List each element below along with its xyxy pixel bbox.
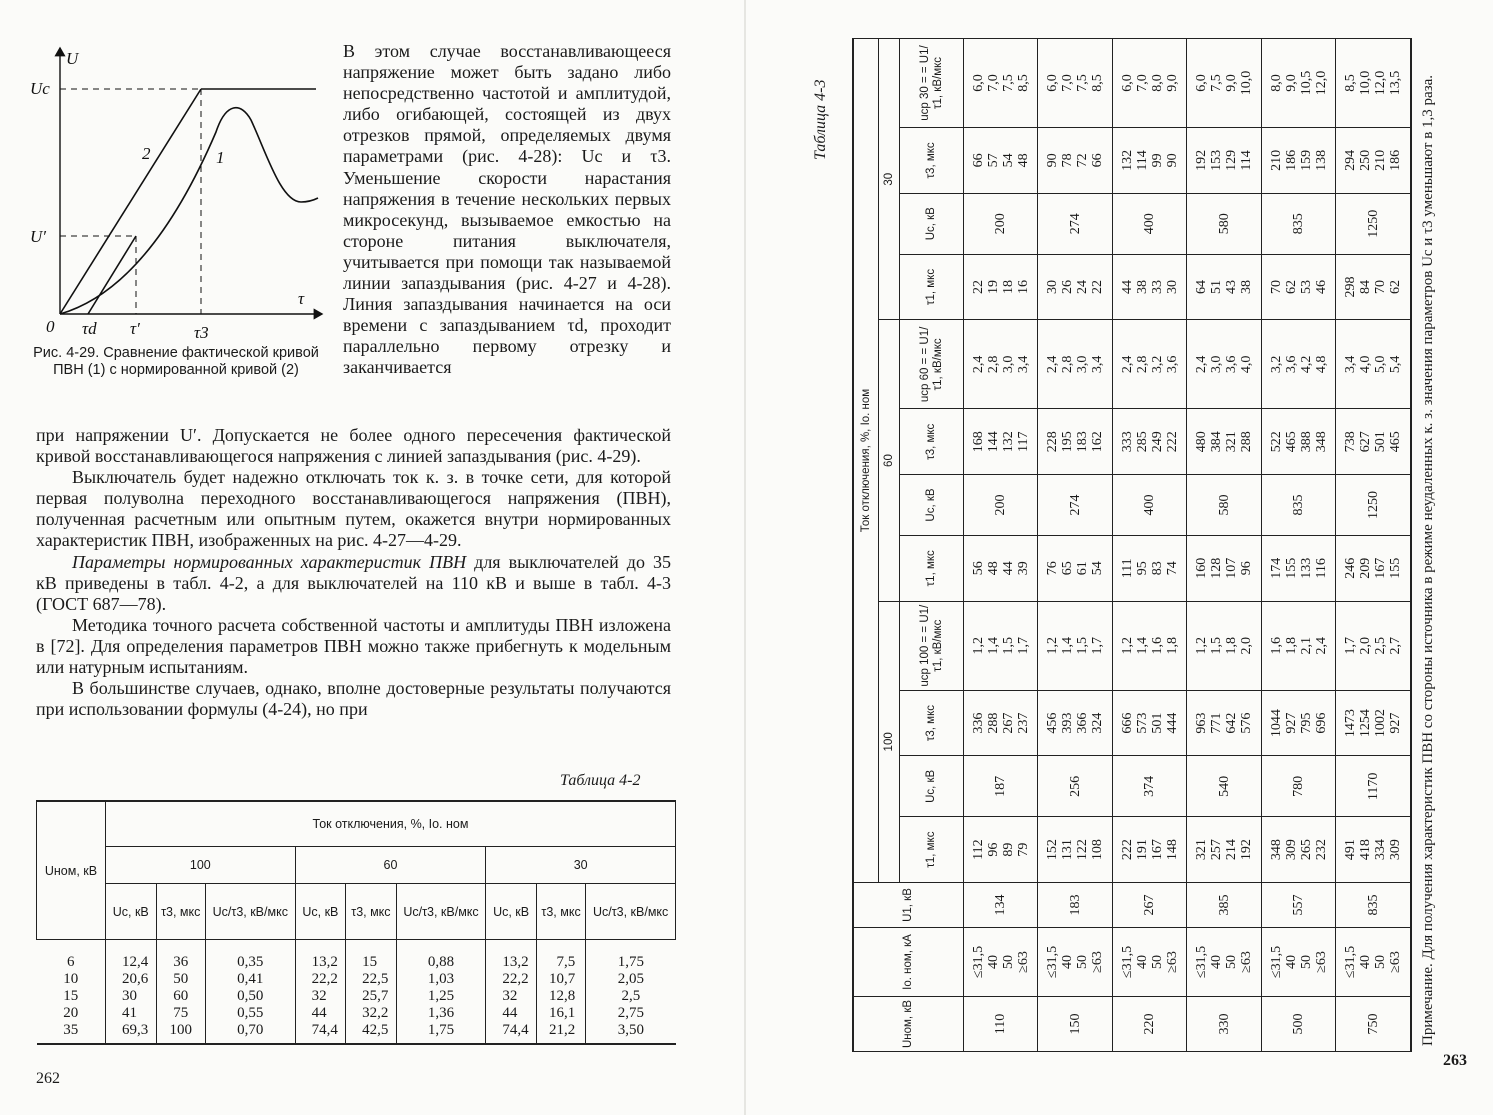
t43-cell-g60-avg: 2,4 2,8 3,0 3,4 bbox=[964, 320, 1038, 409]
t43-header-iom: Iо. ном, кА bbox=[853, 928, 964, 997]
t43-cell-iom: ≤31,5 40 50 ≥63 bbox=[1336, 928, 1411, 997]
label-tau-d: τd bbox=[82, 319, 97, 338]
t42-sub-uc: Uс, кВ bbox=[295, 884, 346, 940]
table-4-3-note-wrap bbox=[1418, 36, 1464, 1046]
t43-sub-uc: Uс, кВ bbox=[900, 475, 964, 536]
t42-sub-uc: Uс, кВ bbox=[486, 884, 537, 940]
t43-sub-avg30: uср 30 = = U1/τ1, кВ/мкс bbox=[900, 39, 964, 128]
t43-cell-g60-t1: 174 155 133 116 bbox=[1261, 535, 1335, 601]
t43-cell-g100-uc: 374 bbox=[1112, 756, 1186, 817]
t43-cell-g100-uc: 540 bbox=[1187, 756, 1261, 817]
t43-cell-g60-avg: 2,4 2,8 3,0 3,4 bbox=[1038, 320, 1112, 409]
t43-cell-unom: 330 bbox=[1187, 997, 1261, 1052]
t43-cell-g60-avg: 3,2 3,6 4,2 4,8 bbox=[1261, 320, 1335, 409]
t43-cell-g60-avg: 2,4 3,0 3,6 4,0 bbox=[1187, 320, 1261, 409]
t42-sub-t3: τ3, мкс bbox=[156, 884, 205, 940]
t43-cell-g100-avg: 1,2 1,4 1,5 1,7 bbox=[1038, 601, 1112, 690]
t42-sub-ratio: Uс/τ3, кВ/мкс bbox=[586, 884, 676, 940]
table-4-3-label-wrap bbox=[812, 42, 832, 162]
t43-cell-g30-t1: 44 38 33 30 bbox=[1112, 254, 1186, 320]
t43-cell-u1: 835 bbox=[1336, 883, 1411, 928]
t42-col-g30-ratio: 1,75 2,05 2,5 2,75 3,50 bbox=[586, 940, 676, 1044]
t43-cell-g60-t1: 246 209 167 155 bbox=[1336, 535, 1411, 601]
t43-cell-g60-t3: 333 285 249 222 bbox=[1112, 409, 1186, 475]
t42-col-g100-ratio: 0,35 0,41 0,50 0,55 0,70 bbox=[205, 940, 295, 1044]
t43-cell-g60-uc: 580 bbox=[1187, 475, 1261, 536]
t43-header-current: Ток отключения, %, Iо. ном bbox=[853, 39, 879, 883]
label-Uprime: U′ bbox=[30, 227, 46, 246]
t43-cell-g30-uc: 400 bbox=[1112, 193, 1186, 254]
t42-col-g30-uc: 13,2 22,2 32 44 74,4 bbox=[486, 940, 537, 1044]
delay-line bbox=[88, 236, 136, 314]
t43-cell-g100-avg: 1,2 1,4 1,6 1,8 bbox=[1112, 601, 1186, 690]
t43-cell-g100-uc: 780 bbox=[1261, 756, 1335, 817]
t43-group-30: 30 bbox=[879, 39, 900, 320]
label-tau-axis: τ bbox=[298, 289, 305, 308]
t42-sub-ratio: Uс/τ3, кВ/мкс bbox=[205, 884, 295, 940]
t43-header-unom: Uном, кВ bbox=[853, 997, 964, 1052]
t43-cell-g100-t1: 321 257 214 192 bbox=[1187, 817, 1261, 883]
t42-group-30: 30 bbox=[486, 847, 676, 884]
t43-cell-g60-t1: 111 95 83 74 bbox=[1112, 535, 1186, 601]
table-4-3-note: Примечание. Для получения характеристик ПВН со стороны источника в режиме неудаленных к. з. значения параметров Uс и τ3 уменьшают в 1,3 раза. bbox=[1420, 74, 1436, 1046]
t43-cell-g30-uc: 200 bbox=[964, 193, 1038, 254]
t43-body bbox=[964, 39, 1412, 1052]
t42-col-g100-uc: 12,4 20,6 30 41 69,3 bbox=[106, 940, 157, 1044]
t43-sub-t3: τ3, мкс bbox=[900, 409, 964, 475]
t43-cell-g60-uc: 200 bbox=[964, 475, 1038, 536]
t43-cell-g100-t3: 963 771 642 576 bbox=[1187, 690, 1261, 756]
t43-cell-g30-t3: 192 153 129 114 bbox=[1187, 128, 1261, 194]
t43-cell-g100-avg: 1,2 1,4 1,5 1,7 bbox=[964, 601, 1038, 690]
t42-col-g60-t3: 15 22,5 25,7 32,2 42,5 bbox=[346, 940, 397, 1044]
t43-cell-g30-t3: 90 78 72 66 bbox=[1038, 128, 1112, 194]
t43-cell-iom: ≤31,5 40 50 ≥63 bbox=[1187, 928, 1261, 997]
t43-cell-g60-t1: 56 48 44 39 bbox=[964, 535, 1038, 601]
t43-cell-g60-t1: 160 128 107 96 bbox=[1187, 535, 1261, 601]
paragraph-2: Выключатель будет надежно отключать ток к. з. в точке сети, для которой первая полуволна переходного восстанавливающегося напряжения (ПВН), полученная расчетным или опытным путем, окажется внутри нормированных характеристик ПВН, изображенных на рис. 4-27—4-29. bbox=[36, 467, 671, 551]
t43-cell-iom: ≤31,5 40 50 ≥63 bbox=[964, 928, 1038, 997]
paragraph-3-rest: для выключателей до 35 кВ приведены в табл. 4-2, а для выключателей на 110 кВ и выше в табл. 4-3 (ГОСТ 687—78). bbox=[36, 551, 671, 614]
table-row bbox=[1261, 39, 1335, 1052]
t42-sub-ratio: Uс/τ3, кВ/мкс bbox=[396, 884, 486, 940]
page-number-right: 263 bbox=[1443, 1052, 1467, 1069]
t43-cell-g100-t1: 491 418 334 309 bbox=[1336, 817, 1411, 883]
t43-cell-g30-uc: 1250 bbox=[1336, 193, 1411, 254]
paragraph-3 bbox=[36, 552, 671, 615]
t43-cell-g60-t3: 738 627 501 465 bbox=[1336, 409, 1411, 475]
t43-cell-g30-avg: 6,0 7,0 8,0 9,0 bbox=[1112, 39, 1186, 128]
t42-group-60: 60 bbox=[295, 847, 486, 884]
t43-cell-g60-t3: 228 195 183 162 bbox=[1038, 409, 1112, 475]
table-row bbox=[1336, 39, 1411, 1052]
body-paragraphs bbox=[36, 425, 671, 720]
t43-cell-g30-uc: 835 bbox=[1261, 193, 1335, 254]
t43-cell-g100-t3: 1044 927 795 696 bbox=[1261, 690, 1335, 756]
t43-cell-g100-t1: 112 96 89 79 bbox=[964, 817, 1038, 883]
label-Uc: Uc bbox=[30, 79, 50, 98]
label-tau-prime: τ′ bbox=[130, 319, 140, 338]
t42-col-g60-ratio: 0,88 1,03 1,25 1,36 1,75 bbox=[396, 940, 486, 1044]
t43-cell-g30-t3: 132 114 99 90 bbox=[1112, 128, 1186, 194]
t43-cell-g30-t1: 22 19 18 16 bbox=[964, 254, 1038, 320]
t43-cell-u1: 385 bbox=[1187, 883, 1261, 928]
label-curve-1: 1 bbox=[216, 148, 225, 167]
t42-sub-t3: τ3, мкс bbox=[536, 884, 585, 940]
t43-cell-g100-t1: 152 131 122 108 bbox=[1038, 817, 1112, 883]
t43-sub-t1: τ1, мкс bbox=[900, 254, 964, 320]
t43-cell-g30-avg: 6,0 7,5 9,0 10,0 bbox=[1187, 39, 1261, 128]
t43-cell-g100-avg: 1,6 1,8 2,1 2,4 bbox=[1261, 601, 1335, 690]
table-row bbox=[1187, 39, 1261, 1052]
page-number-left: 262 bbox=[36, 1070, 60, 1087]
curve-2-rising bbox=[60, 89, 201, 314]
table-4-3-wrap bbox=[852, 38, 1412, 1052]
paragraph-3-italic: Параметры нормированных характеристик ПВН bbox=[72, 551, 467, 572]
table-row bbox=[964, 39, 1038, 1052]
t43-cell-u1: 134 bbox=[964, 883, 1038, 928]
table-4-2 bbox=[36, 800, 676, 1045]
t43-sub-uc: Uс, кВ bbox=[900, 193, 964, 254]
t43-cell-g60-t3: 522 465 388 348 bbox=[1261, 409, 1335, 475]
figure-4-29 bbox=[26, 42, 326, 342]
t43-cell-g100-t3: 1473 1254 1002 927 bbox=[1336, 690, 1411, 756]
t43-cell-u1: 267 bbox=[1112, 883, 1186, 928]
t43-cell-unom: 220 bbox=[1112, 997, 1186, 1052]
t43-sub-avg100: uср 100 = = U1/τ1, кВ/мкс bbox=[900, 601, 964, 690]
t43-sub-t1: τ1, мкс bbox=[900, 817, 964, 883]
t42-col-unom: 6 10 15 20 35 bbox=[63, 953, 79, 1038]
table-4-2-label: Таблица 4-2 bbox=[560, 772, 641, 789]
t42-col-g30-t3: 7,5 10,7 12,8 16,1 21,2 bbox=[536, 940, 585, 1044]
curve-1-actual bbox=[60, 108, 318, 314]
t43-sub-t1: τ1, мкс bbox=[900, 535, 964, 601]
t43-cell-g60-avg: 2,4 2,8 3,2 3,6 bbox=[1112, 320, 1186, 409]
t43-cell-g100-t3: 666 573 501 444 bbox=[1112, 690, 1186, 756]
t43-cell-g30-avg: 8,0 9,0 10,5 12,0 bbox=[1261, 39, 1335, 128]
t43-sub-avg60: uср 60 = = U1/τ1, кВ/мкс bbox=[900, 320, 964, 409]
figure-caption: Рис. 4-29. Сравнение фактической кривой ПВН (1) с нормированной кривой (2) bbox=[33, 345, 319, 378]
t43-cell-g100-t3: 456 393 366 324 bbox=[1038, 690, 1112, 756]
table-row bbox=[1038, 39, 1112, 1052]
t43-group-60: 60 bbox=[879, 320, 900, 601]
label-U: U bbox=[66, 49, 79, 68]
t42-sub-t3: τ3, мкс bbox=[346, 884, 397, 940]
t43-cell-g100-t1: 222 191 167 148 bbox=[1112, 817, 1186, 883]
t43-cell-g60-uc: 274 bbox=[1038, 475, 1112, 536]
t42-header-unom: Uном, кВ bbox=[37, 801, 106, 940]
t43-cell-g30-avg: 6,0 7,0 7,5 8,5 bbox=[964, 39, 1038, 128]
t42-group-100: 100 bbox=[106, 847, 296, 884]
t43-cell-iom: ≤31,5 40 50 ≥63 bbox=[1112, 928, 1186, 997]
t43-cell-g100-avg: 1,2 1,5 1,8 2,0 bbox=[1187, 601, 1261, 690]
t42-sub-uc: Uс, кВ bbox=[106, 884, 157, 940]
t43-cell-u1: 557 bbox=[1261, 883, 1335, 928]
table-row bbox=[1112, 39, 1186, 1052]
table-4-3-label: Таблица 4-3 bbox=[812, 79, 829, 160]
paragraph-4: Методика точного расчета собственной частоты и амплитуды ПВН изложена в [72]. Для определения параметров ПВН можно также прибегнуть к модельным или натурным испытаниям. bbox=[36, 614, 671, 678]
t43-cell-unom: 150 bbox=[1038, 997, 1112, 1052]
t43-cell-g30-uc: 274 bbox=[1038, 193, 1112, 254]
t43-cell-g30-t1: 30 26 24 22 bbox=[1038, 254, 1112, 320]
t43-group-100: 100 bbox=[879, 601, 900, 882]
label-origin: 0 bbox=[46, 317, 55, 336]
t43-cell-g100-uc: 187 bbox=[964, 756, 1038, 817]
t43-cell-iom: ≤31,5 40 50 ≥63 bbox=[1038, 928, 1112, 997]
t43-cell-unom: 750 bbox=[1336, 997, 1411, 1052]
paragraph-5: В большинстве случаев, однако, вполне достоверные результаты получаются при использовании формулы (4-24), но при bbox=[36, 678, 671, 720]
t43-cell-g60-uc: 400 bbox=[1112, 475, 1186, 536]
table-4-3 bbox=[852, 38, 1412, 1052]
t43-cell-g60-t3: 480 384 321 288 bbox=[1187, 409, 1261, 475]
t43-cell-g30-t1: 64 51 43 38 bbox=[1187, 254, 1261, 320]
t43-sub-t3: τ3, мкс bbox=[900, 128, 964, 194]
t43-cell-g30-t3: 210 186 159 138 bbox=[1261, 128, 1335, 194]
t43-sub-t3: τ3, мкс bbox=[900, 690, 964, 756]
figure-4-29-plot bbox=[26, 42, 326, 342]
t43-cell-iom: ≤31,5 40 50 ≥63 bbox=[1261, 928, 1335, 997]
intro-paragraph: В этом случае восстанавливающееся напряжение может быть задано либо непосредственно частотой и амплитудой, либо огибающей, состоящей из двух отрезков прямой, определяемых двумя параметрами (рис. 4-28): Uс и τ3. Уменьшение скорости нарастания напряжения в течение нескольких первых микросекунд, вызываемое емкостью на стороне питания выключателя, учитывается при помощи так называемой линии запаздывания (рис. 4-27 и 4-28). Линия запаздывания начинается на оси времени с запаздыванием τd, проходит параллельно первому отрезку и заканчивается bbox=[343, 41, 671, 378]
t43-cell-g100-uc: 1170 bbox=[1336, 756, 1411, 817]
t43-cell-g60-avg: 3,4 4,0 5,0 5,4 bbox=[1336, 320, 1411, 409]
t43-cell-g30-t3: 294 250 210 186 bbox=[1336, 128, 1411, 194]
t43-cell-g60-uc: 1250 bbox=[1336, 475, 1411, 536]
t42-col-g60-uc: 13,2 22,2 32 44 74,4 bbox=[295, 940, 346, 1044]
t43-cell-g30-uc: 580 bbox=[1187, 193, 1261, 254]
t43-cell-g30-t1: 298 84 70 62 bbox=[1336, 254, 1411, 320]
t43-cell-g100-t1: 348 309 265 232 bbox=[1261, 817, 1335, 883]
label-curve-2: 2 bbox=[142, 144, 151, 163]
t43-sub-uc: Uс, кВ bbox=[900, 756, 964, 817]
t42-header-current: Ток отключения, %, Iо. ном bbox=[106, 801, 676, 847]
t42-col-g100-t3: 36 50 60 75 100 bbox=[156, 940, 205, 1044]
paragraph-continuation: при напряжении U′. Допускается не более одного пересечения фактической кривой восстанавливающегося напряжения с линией запаздывания (рис. 4-29). bbox=[36, 425, 671, 467]
t43-cell-g100-avg: 1,7 2,0 2,5 2,7 bbox=[1336, 601, 1411, 690]
t43-cell-g60-t1: 76 65 61 54 bbox=[1038, 535, 1112, 601]
t43-cell-g100-t3: 336 288 267 237 bbox=[964, 690, 1038, 756]
t43-cell-u1: 183 bbox=[1038, 883, 1112, 928]
t43-cell-g100-uc: 256 bbox=[1038, 756, 1112, 817]
t43-cell-g60-t3: 168 144 132 117 bbox=[964, 409, 1038, 475]
t43-cell-g60-uc: 835 bbox=[1261, 475, 1335, 536]
t43-cell-g30-avg: 6,0 7,0 7,5 8,5 bbox=[1038, 39, 1112, 128]
t43-cell-g30-avg: 8,5 10,0 12,0 13,5 bbox=[1336, 39, 1411, 128]
t43-cell-g30-t1: 70 62 53 46 bbox=[1261, 254, 1335, 320]
t43-header-u1: U1, кВ bbox=[853, 883, 964, 928]
t43-cell-g30-t3: 66 57 54 48 bbox=[964, 128, 1038, 194]
table-4-3-rotated bbox=[852, 38, 1412, 1052]
page-left bbox=[0, 0, 746, 1115]
label-tau-3: τ3 bbox=[194, 323, 209, 342]
t43-cell-unom: 110 bbox=[964, 997, 1038, 1052]
t43-cell-unom: 500 bbox=[1261, 997, 1335, 1052]
